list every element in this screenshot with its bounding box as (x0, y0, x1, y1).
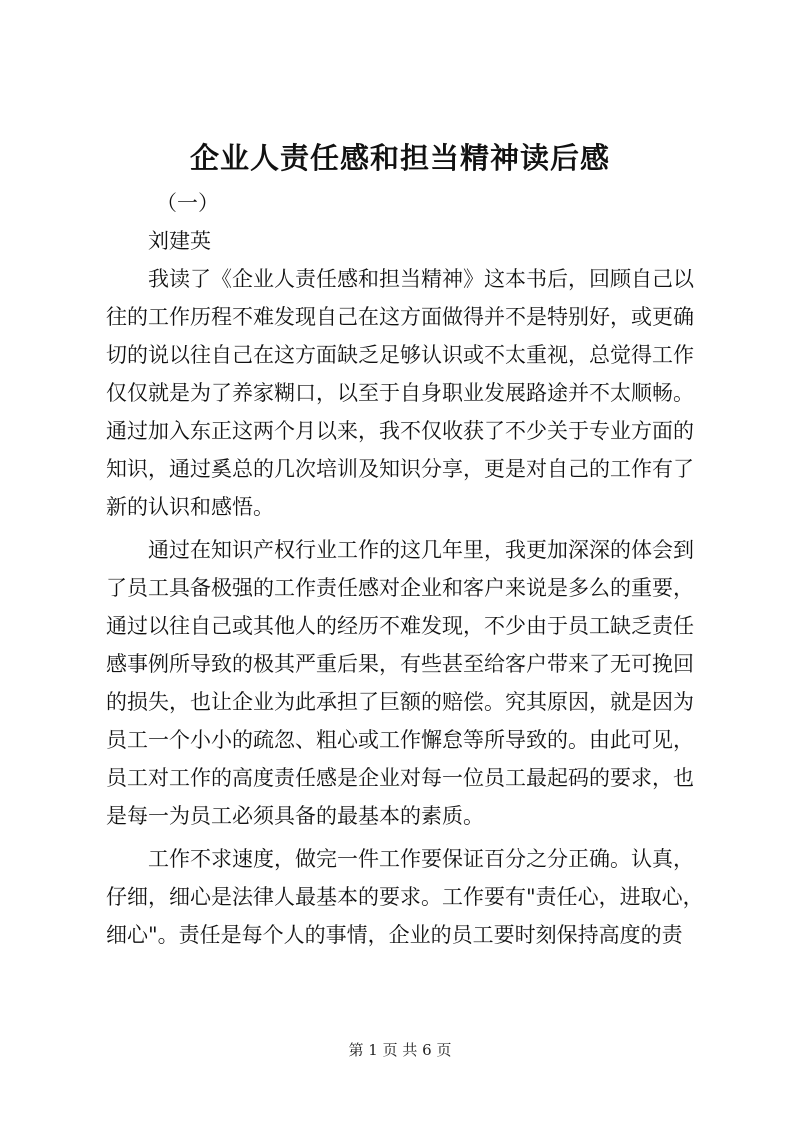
document-title: 企业人责任感和担当精神读后感 (189, 141, 610, 175)
text-line: 通过在知识产权行业工作的这几年里，我更加深深的体会到 (148, 538, 694, 562)
paragraph-3 (106, 840, 711, 954)
paragraph-2 (106, 531, 711, 835)
text-line: 往的工作历程不难发现自己在这方面做得并不是特别好，或更确 (106, 305, 694, 329)
text-line: 员工对工作的高度责任感是企业对每一位员工最起码的要求，也 (106, 766, 694, 790)
text-line: 切的说以往自己在这方面缺乏足够认识或不太重视，总觉得工作 (106, 343, 694, 367)
page-footer: 第 1 页 共 6 页 (348, 1041, 452, 1059)
text-line: 了员工具备极强的工作责任感对企业和客户来说是多么的重要， (106, 576, 694, 600)
text-line: 我读了《企业人责任感和担当精神》这本书后，回顾自己以 (148, 267, 694, 291)
text-line: 是每一为员工必须具备的最基本的素质。 (106, 804, 484, 828)
author-name: 刘建英 (148, 229, 211, 253)
text-line: 细心"。责任是每个人的事情，企业的员工要时刻保持高度的责 (106, 923, 683, 947)
text-line: 的损失，也让企业为此承担了巨额的赔偿。究其原因，就是因为 (106, 690, 694, 714)
text-line: 新的认识和感悟。 (106, 495, 274, 519)
section-heading: （一） (156, 191, 219, 215)
text-line: 工作不求速度，做完一件工作要保证百分之分正确。认真， (148, 847, 694, 871)
text-line: 通过以往自己或其他人的经历不难发现，不少由于员工缺乏责任 (106, 614, 694, 638)
text-line: 感事例所导致的极其严重后果，有些甚至给客户带来了无可挽回 (106, 652, 694, 676)
text-line: 仅仅就是为了养家糊口，以至于自身职业发展路途并不太顺畅。 (106, 381, 694, 405)
paragraph-1 (106, 260, 711, 526)
text-line: 仔细，细心是法律人最基本的要求。工作要有"责任心，进取心， (106, 885, 704, 909)
text-line: 通过加入东正这两个月以来，我不仅收获了不少关于专业方面的 (106, 419, 694, 443)
text-line: 知识，通过奚总的几次培训及知识分享，更是对自己的工作有了 (106, 457, 694, 481)
document-body (106, 184, 711, 954)
text-line: 员工一个小小的疏忽、粗心或工作懈怠等所导致的。由此可见， (106, 728, 694, 752)
